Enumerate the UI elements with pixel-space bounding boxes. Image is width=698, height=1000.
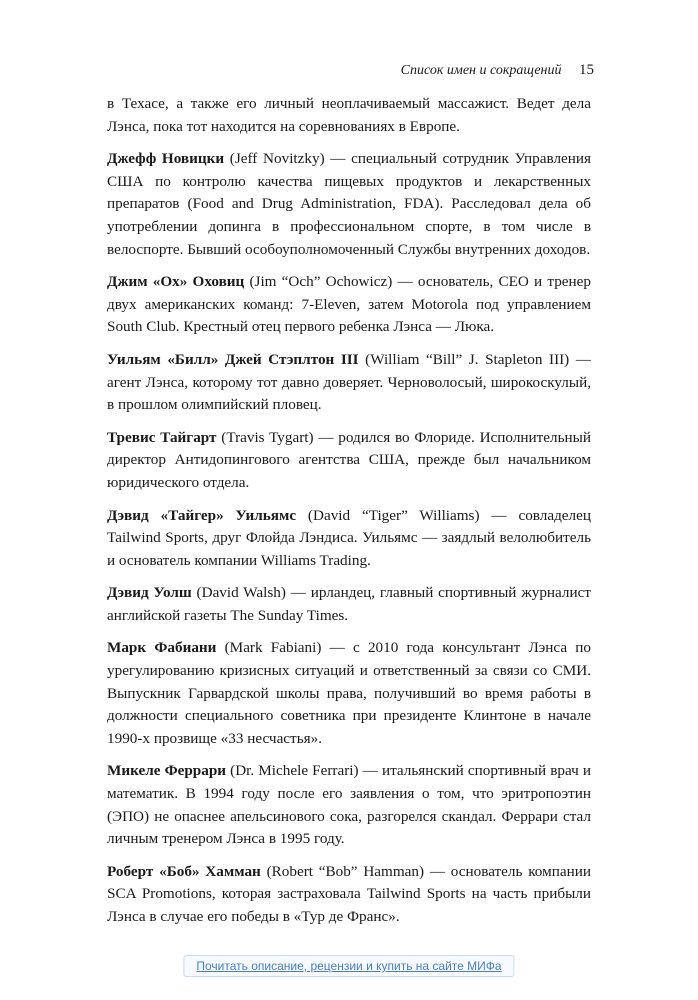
running-header <box>401 62 594 79</box>
entry-text: (Dr. Michele Ferrari) — итальянский спортивный врач и математик. В 1994 году после его заявления о том, что эритропоэтин (ЭПО) не опаснее апельсинового сока, разгорелся скандал. Феррари стал личным тренером Лэнса в 1995 году. <box>107 762 591 848</box>
buy-book-link[interactable]: Почитать описание, рецензии и купить на сайте МИФа <box>183 955 514 977</box>
entry-text: в Техасе, а также его личный неоплачиваемый массажист. Ведет дела Лэнса, пока тот находится на соревнованиях в Европе. <box>107 95 591 135</box>
entry-text: (Mark Fabiani) — с 2010 года консультант Лэнса по урегулированию кризисных ситуаций и ответственный за связи со СМИ. Выпускник Гарвардской школы права, получивший во время работы в должности специального советника при президенте Клинтоне в начале 1990-х прозвище «33 несчастья». <box>107 639 592 747</box>
entry-text: (Robert “Bob” Hamman) — основатель компании SCA Promotions, которая застраховала Tailwind Sports на часть прибыли Лэнса в случае его победы в «Тур де Франс». <box>107 862 591 925</box>
entry-name: Уильям «Билл» Джей Стэплтон III <box>107 350 359 368</box>
entry-williams <box>107 505 591 573</box>
entry-walsh <box>107 582 591 627</box>
entry-text: (Jim “Och” Ochowicz) — основатель, CEO и тренер двух американских команд: 7-Eleven, затем Motorola под управлением South Club. Крестный отец первого ребенка Лэнса — Люка. <box>107 273 591 336</box>
entry-name: Микеле Феррари <box>107 762 227 780</box>
entry-continuation <box>107 93 591 138</box>
entry-name: Дэвид «Тайгер» Уильямс <box>107 506 297 524</box>
entry-name: Тревис Тайгарт <box>107 428 217 446</box>
entry-novitzky <box>107 148 591 261</box>
entry-text: (Travis Tygart) — родился во Флориде. Исполнительный директор Антидопингового агентства США, прежде был начальником юридического отдела. <box>107 428 591 491</box>
entry-text: (Jeff Novitzky) — специальный сотрудник Управления США по контролю качества пищевых продуктов и лекарственных препаратов (Food and Drug Administration, FDA). Расследовал дела об употреблении допинга в профессиональном спорте, в том числе в велоспорте. Бывший особоуполномоченный Службы внутренних доходов. <box>107 150 592 258</box>
entry-name: Роберт «Боб» Хамман <box>107 862 261 880</box>
entry-name: Дэвид Уолш <box>107 584 192 602</box>
entry-name: Марк Фабиани <box>107 639 217 657</box>
entry-tygart <box>107 427 591 495</box>
running-header-title: Список имен и сокращений <box>400 63 562 78</box>
entry-ferrari <box>107 760 591 850</box>
entry-stapleton <box>107 349 591 417</box>
entry-text: (David Walsh) — ирландец, главный спортивный журналист английской газеты The Sunday Times. <box>107 584 592 624</box>
page-body <box>107 93 591 939</box>
page-number: 15 <box>579 62 594 78</box>
entry-ochowicz <box>107 271 591 339</box>
entry-name: Джефф Новицки <box>107 150 225 168</box>
entry-hamman <box>107 861 591 929</box>
entry-text: (William “Bill” J. Stapleton III) — агент Лэнса, которому тот давно доверяет. Черноволосый, широкоскулый, в прошлом олимпийский пловец. <box>107 350 591 414</box>
entry-name: Джим «Ох» Оховиц <box>107 273 245 291</box>
entry-text: (David “Tiger” Williams) — совладелец Tailwind Sports, друг Флойда Лэндиса. Уильямс — заядлый велолюбитель и основатель компании Williams Trading. <box>107 506 591 569</box>
entry-fabiani <box>107 637 591 750</box>
